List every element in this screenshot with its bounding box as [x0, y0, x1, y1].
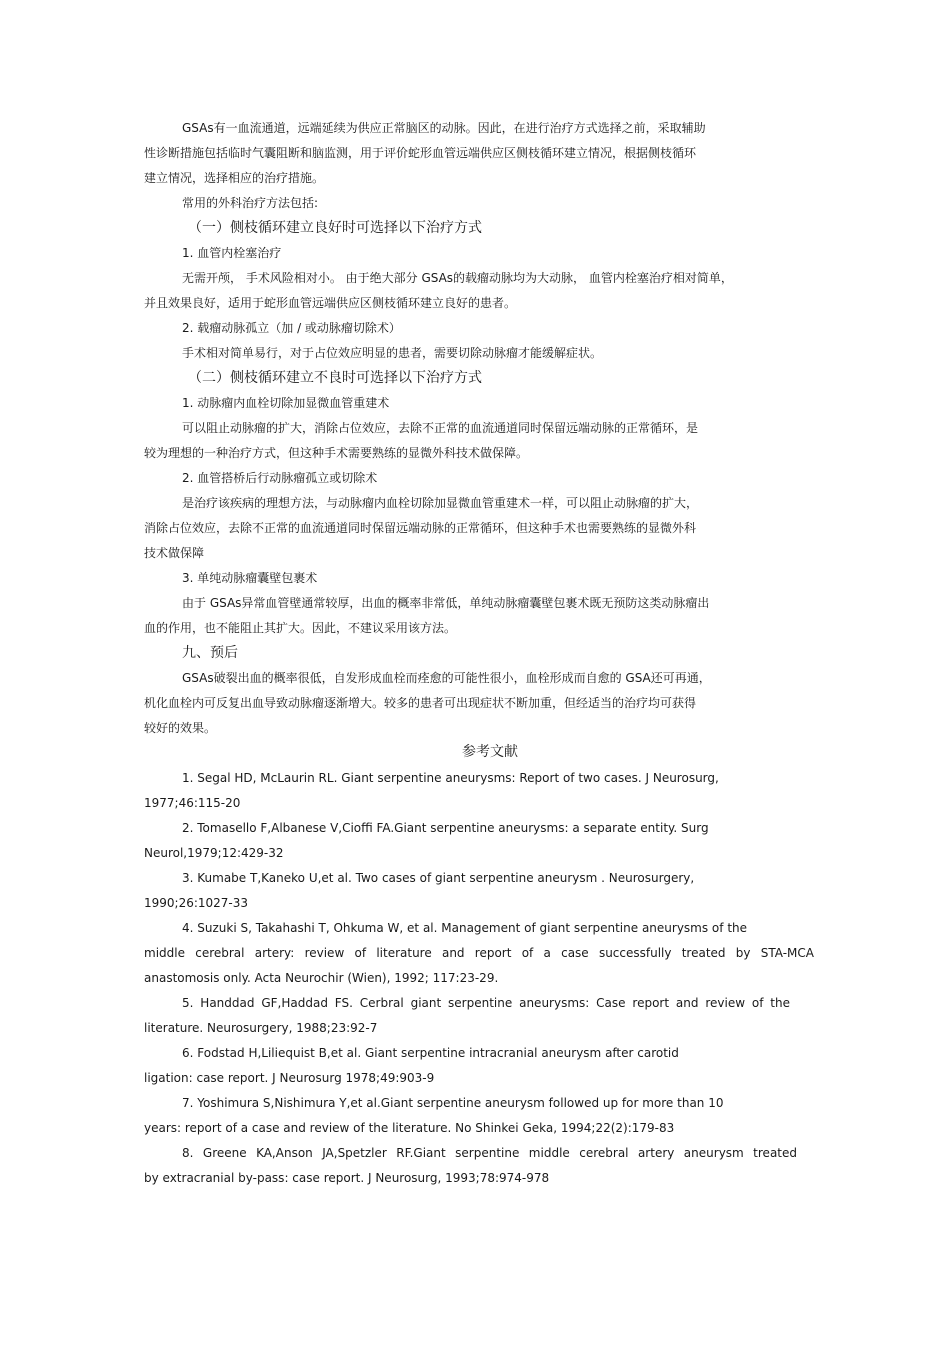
paragraph-line: GSAs有一血流通道，远端延续为供应正常脑区的动脉。因此，在进行治疗方式选择之前，采取辅助 [182, 121, 706, 135]
paragraph-line: 可以阻止动脉瘤的扩大，消除占位效应，去除不正常的血流通道同时保留远端动脉的正常循环，是 [182, 421, 699, 435]
paragraph-line: 手术相对简单易行，对于占位效应明显的患者，需要切除动脉瘤才能缓解症状。 [182, 346, 603, 360]
item-title: 1. 血管内栓塞治疗 [182, 246, 282, 260]
paragraph-line: 建立情况，选择相应的治疗措施。 [144, 171, 325, 185]
reference-line: literature. Neurosurgery, 1988;23:92-7 [144, 1021, 378, 1035]
reference-line: 6. Fodstad H,Liliequist B,et al. Giant serpentine intracranial aneurysm after carotid [182, 1046, 679, 1060]
section-heading: （一）侧枝循环建立良好时可选择以下治疗方式 [188, 220, 482, 236]
item-title: 3. 单纯动脉瘤囊壁包裹术 [182, 571, 318, 585]
reference-line: 1. Segal HD, McLaurin RL. Giant serpentine aneurysms: Report of two cases. J Neurosurg, [182, 771, 719, 785]
paragraph-line: 是治疗该疾病的理想方法，与动脉瘤内血栓切除加显微血管重建术一样，可以阻止动脉瘤的扩大， [182, 496, 699, 510]
section-heading: （二）侧枝循环建立不良时可选择以下治疗方式 [188, 370, 482, 386]
paragraph-line: 无需开颅， 手术风险相对小。 由于绝大部分 GSAs的载瘤动脉均为大动脉， 血管内栓塞治疗相对简单， [182, 271, 733, 285]
paragraph-line: 血的作用，也不能阻止其扩大。因此，不建议采用该方法。 [144, 621, 457, 635]
paragraph-line: 较好的效果。 [144, 721, 217, 735]
paragraph-line: 并且效果良好，适用于蛇形血管远端供应区侧枝循环建立良好的患者。 [144, 296, 517, 310]
paragraph-line: 机化血栓内可反复出血导致动脉瘤逐渐增大。较多的患者可出现症状不断加重，但经适当的治疗均可获得 [144, 696, 697, 710]
paragraph-line: GSAs破裂出血的概率很低，自发形成血栓而痊愈的可能性很小，血栓形成而自愈的 GSA还可再通， [182, 671, 711, 685]
item-title: 2. 血管搭桥后行动脉瘤孤立或切除术 [182, 471, 378, 485]
reference-line: 1977;46:115-20 [144, 796, 241, 810]
reference-line: 5. Handdad GF,Haddad FS. Cerbral giant serpentine aneurysms: Case report and review of the [182, 996, 790, 1010]
paragraph-line: 较为理想的一种治疗方式，但这种手术需要熟练的显微外科技术做保障。 [144, 446, 529, 460]
reference-line: Neurol,1979;12:429-32 [144, 846, 284, 860]
reference-line: 1990;26:1027-33 [144, 896, 249, 910]
paragraph-line: 性诊断措施包括临时气囊阻断和脑监测，用于评价蛇形血管远端供应区侧枝循环建立情况，根据侧枝循环 [144, 146, 697, 160]
reference-line: middle cerebral artery: review of literature and report of a case successfully treated by STA-MCA [144, 946, 814, 960]
reference-line: 3. Kumabe T,Kaneko U,et al. Two cases of giant serpentine aneurysm . Neurosurgery, [182, 871, 695, 885]
paragraph-line: 消除占位效应，去除不正常的血流通道同时保留远端动脉的正常循环，但这种手术也需要熟练的显微外科 [144, 521, 697, 535]
item-title: 2. 载瘤动脉孤立（加 / 或动脉瘤切除术） [182, 321, 401, 335]
item-title: 1. 动脉瘤内血栓切除加显微血管重建术 [182, 396, 390, 410]
paragraph-line: 常用的外科治疗方法包括: [182, 196, 319, 210]
reference-line: 4. Suzuki S, Takahashi T, Ohkuma W, et al. Management of giant serpentine aneurysms of the [182, 921, 748, 935]
section-heading: 九、预后 [182, 645, 238, 661]
reference-line: years: report of a case and review of the literature. No Shinkei Geka, 1994;22(2):179-83 [144, 1121, 675, 1135]
paragraph-line: 由于 GSAs异常血管壁通常较厚，出血的概率非常低，单纯动脉瘤囊壁包裹术既无预防这类动脉瘤出 [182, 596, 710, 610]
reference-line: 8. Greene KA,Anson JA,Spetzler RF.Giant serpentine middle cerebral artery aneurysm treated [182, 1146, 797, 1160]
paragraph-line: 技术做保障 [144, 546, 205, 560]
reference-line: ligation: case report. J Neurosurg 1978;49:903-9 [144, 1071, 435, 1085]
reference-line: anastomosis only. Acta Neurochir (Wien), 1992; 117:23-29. [144, 971, 499, 985]
reference-line: 2. Tomasello F,Albanese V,Cioffi FA.Giant serpentine aneurysms: a separate entity. Surg [182, 821, 709, 835]
reference-line: 7. Yoshimura S,Nishimura Y,et al.Giant serpentine aneurysm followed up for more than 10 [182, 1096, 724, 1110]
references-title: 参考文献 [462, 744, 518, 760]
reference-line: by extracranial by-pass: case report. J Neurosurg, 1993;78:974-978 [144, 1171, 550, 1185]
